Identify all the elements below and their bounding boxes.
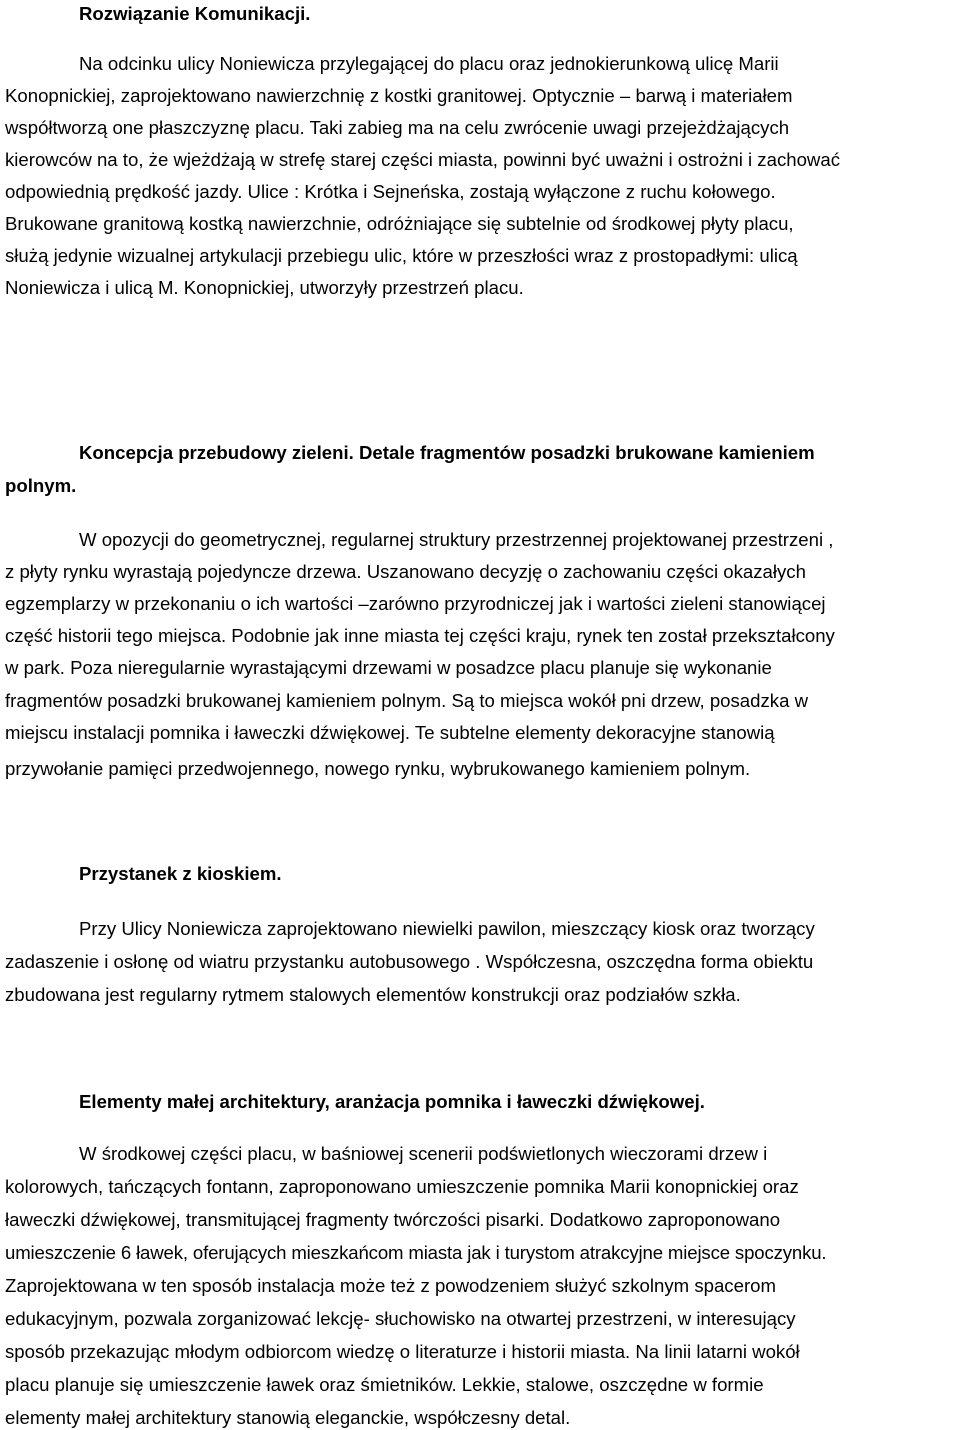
paragraph-line: kierowców na to, że wjeżdżają w strefę starej części miasta, powinni być uważni i ostrożni i zachować	[5, 149, 840, 170]
paragraph-line: miejscu instalacji pomnika i ławeczki dźwiękowej. Te subtelne elementy dekoracyjne stanowią	[5, 722, 775, 743]
paragraph-line: zadaszenie i osłonę od wiatru przystanku autobusowego . Współczesna, oszczędna forma obiektu	[5, 951, 814, 972]
paragraph-line: W opozycji do geometrycznej, regularnej struktury przestrzennej projektowanej przestrzeni ,	[79, 529, 834, 550]
section-heading-greenery: Koncepcja przebudowy zieleni. Detale fragmentów posadzki brukowane kamieniem	[79, 442, 815, 463]
section-heading-bus-stop: Przystanek z kioskiem.	[79, 863, 282, 884]
paragraph-line: W środkowej części placu, w baśniowej scenerii podświetlonych wieczorami drzew i	[79, 1143, 768, 1164]
paragraph-line: egzemplarzy w przekonaniu o ich wartości –zarówno przyrodniczej jak i wartości zieleni stanowiącej	[5, 593, 826, 614]
paragraph-line: zbudowana jest regularny rytmem stalowych elementów konstrukcji oraz podziałów szkła.	[5, 984, 741, 1005]
section-heading-greenery-continued: polnym.	[5, 475, 77, 496]
paragraph-line: elementy małej architektury stanowią eleganckie, współczesny detal.	[5, 1407, 571, 1428]
paragraph-line: fragmentów posadzki brukowanej kamieniem polnym. Są to miejsca wokół pni drzew, posadzka w	[5, 690, 809, 711]
paragraph-line: współtworzą one płaszczyznę placu. Taki zabieg ma na celu zwrócenie uwagi przejeżdżających	[5, 117, 790, 138]
paragraph-line: placu planuje się umieszczenie ławek oraz śmietników. Lekkie, stalowe, oszczędne w formie	[5, 1374, 764, 1395]
paragraph-line: umieszczenie 6 ławek, oferujących mieszkańcom miasta jak i turystom atrakcyjne miejsce spoczynku.	[5, 1242, 827, 1263]
paragraph-line: z płyty rynku wyrastają pojedyncze drzewa. Uszanowano decyzję o zachowaniu części okazałych	[5, 561, 806, 582]
paragraph-line: edukacyjnym, pozwala zorganizować lekcję- słuchowisko na otwartej przestrzeni, w interesujący	[5, 1308, 796, 1329]
paragraph-line: przywołanie pamięci przedwojennego, nowego rynku, wybrukowanego kamieniem polnym.	[5, 758, 751, 779]
paragraph-line: Przy Ulicy Noniewicza zaprojektowano niewielki pawilon, mieszczący kiosk oraz tworzący	[79, 918, 815, 939]
paragraph-line: ławeczki dźwiękowej, transmitującej fragmenty twórczości pisarki. Dodatkowo zaproponowano	[5, 1209, 781, 1230]
paragraph-line: w park. Poza nieregularnie wyrastającymi drzewami w posadzce placu planuje się wykonanie	[5, 657, 772, 678]
paragraph-line: kolorowych, tańczących fontann, zaproponowano umieszczenie pomnika Marii konopnickiej oraz	[5, 1176, 799, 1197]
paragraph-line: sposób przekazując młodym odbiorcom wiedzę o literaturze i historii miasta. Na linii latarni wokół	[5, 1341, 800, 1362]
paragraph-line: część historii tego miejsca. Podobnie jak inne miasta tej części kraju, rynek ten został przekształcony	[5, 625, 835, 646]
paragraph-line: Zaprojektowana w ten sposób instalacja może też z powodzeniem służyć szkolnym spacerom	[5, 1275, 776, 1296]
paragraph-line: Konopnickiej, zaprojektowano nawierzchnię z kostki granitowej. Optycznie – barwą i materiałem	[5, 85, 793, 106]
paragraph-line: odpowiednią prędkość jazdy. Ulice : Krótka i Sejneńska, zostają wyłączone z ruchu kołowego.	[5, 181, 776, 202]
paragraph-line: Na odcinku ulicy Noniewicza przylegającej do placu oraz jednokierunkową ulicę Marii	[79, 53, 779, 74]
paragraph-line: Noniewicza i ulicą M. Konopnickiej, utworzyły przestrzeń placu.	[5, 277, 524, 298]
paragraph-line: służą jedynie wizualnej artykulacji przebiegu ulic, które w przeszłości wraz z prostopadłymi: ulicą	[5, 245, 798, 266]
section-heading-small-architecture: Elementy małej architektury, aranżacja pomnika i ławeczki dźwiękowej.	[79, 1091, 705, 1112]
paragraph-line: Brukowane granitową kostką nawierzchnie, odróżniające się subtelnie od środkowej płyty placu,	[5, 213, 794, 234]
section-heading-communication: Rozwiązanie Komunikacji.	[79, 3, 311, 24]
